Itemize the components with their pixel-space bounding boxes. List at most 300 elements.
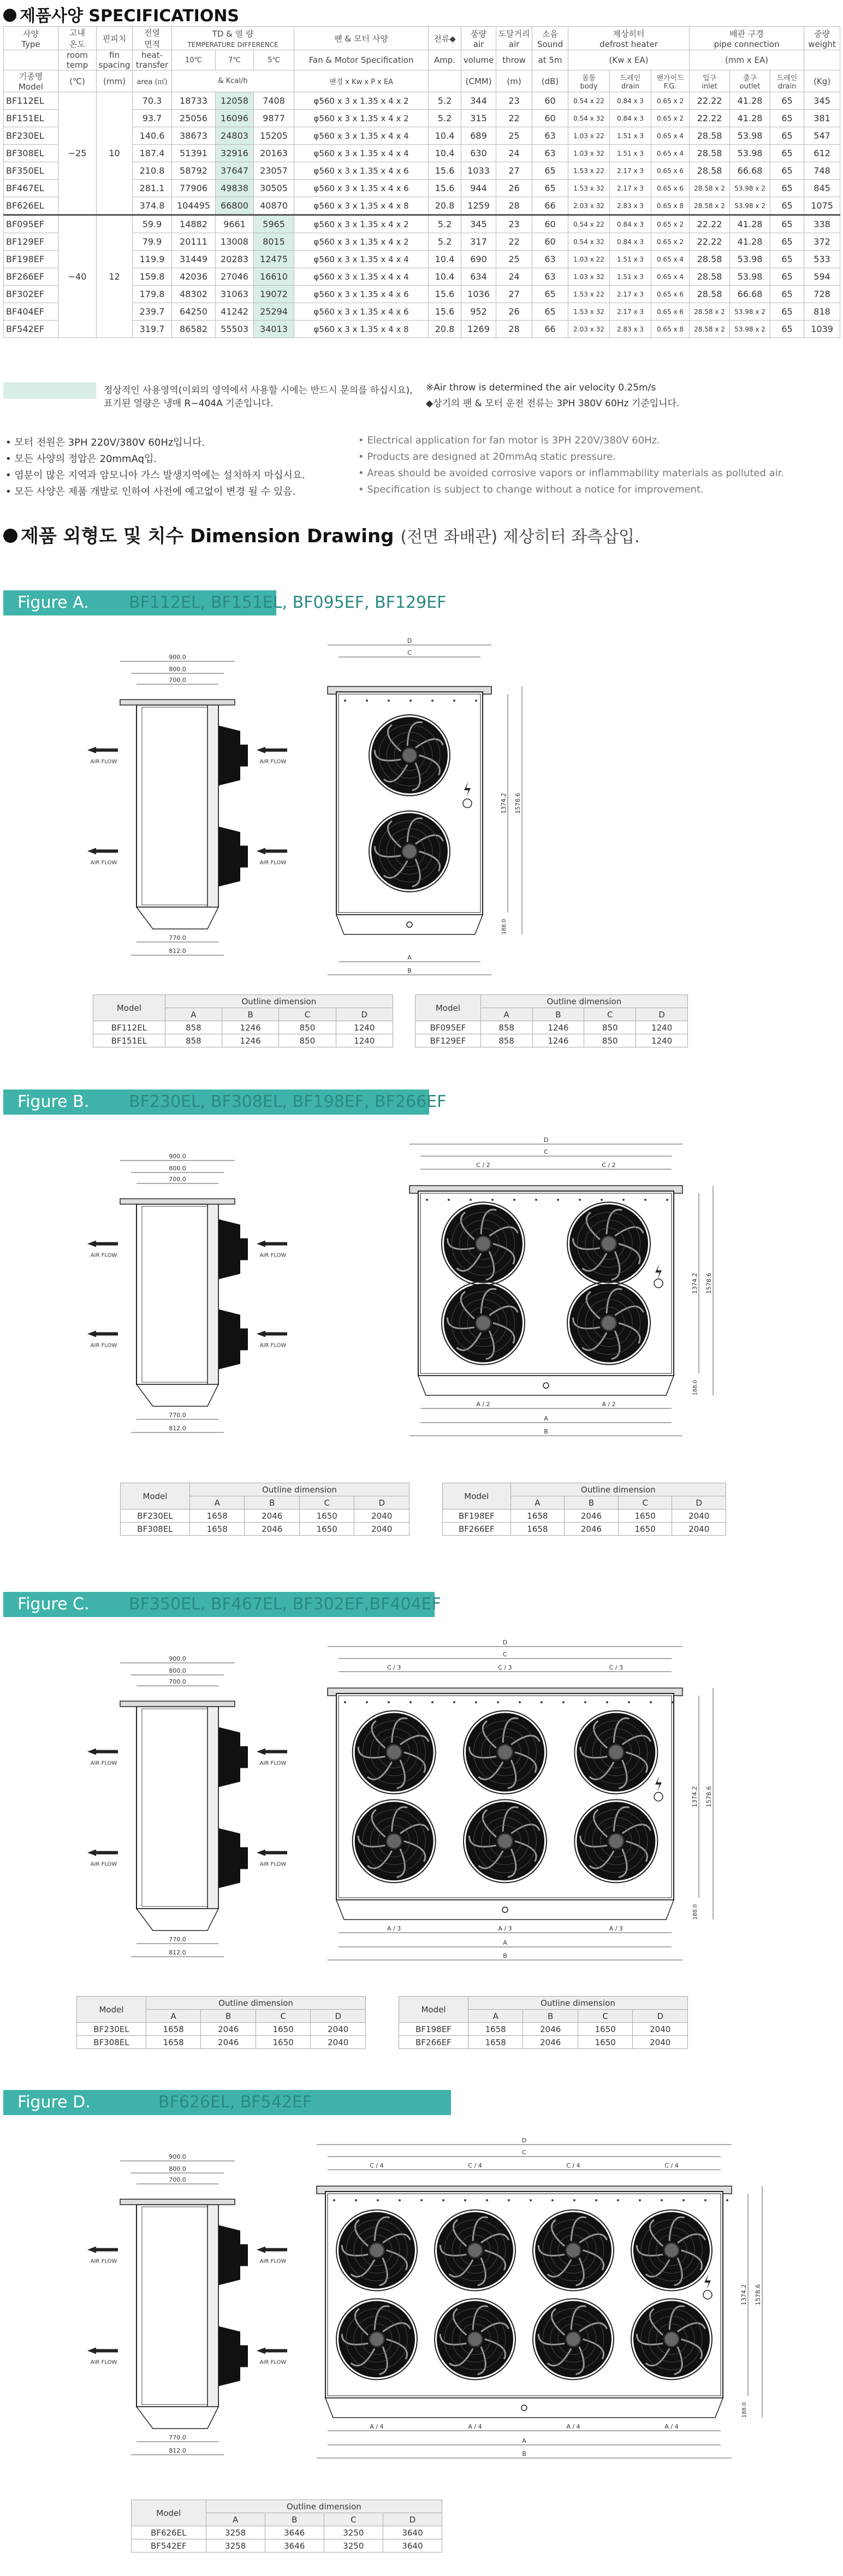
col-d: D [383, 2513, 442, 2526]
cell-air: 689 [461, 127, 496, 145]
model-cell: BF266EF [399, 2036, 468, 2049]
dimension-cell: 1650 [299, 1509, 354, 1523]
dimension-cell: 2040 [354, 1523, 409, 1536]
model-cell: BF266EF [443, 1523, 511, 1536]
model-header: Model [77, 1997, 146, 2023]
cell-inlet: 28.58 [690, 162, 730, 180]
cell-fan: φ560 x 3 x 1.35 x 4 x 4 [294, 127, 429, 145]
cell-inlet: 28.58 [690, 268, 730, 286]
cell-td5: 19072 [254, 286, 294, 303]
amp-header: 전류◆ [429, 27, 461, 50]
model-cell: BF230EL [77, 2023, 146, 2036]
dim-b: B [544, 1428, 548, 1435]
col-d: D [636, 1008, 688, 1021]
model-cell: BF626EL [132, 2526, 206, 2539]
spec-table-body [4, 92, 840, 338]
cell-outlet: 41.28 [730, 215, 770, 233]
col-b: B [265, 2513, 324, 2526]
side-view-drawing [87, 1153, 287, 1432]
cell-outlet: 41.28 [730, 233, 770, 251]
dimension-table [442, 1483, 726, 1536]
cell-td10: 64250 [172, 303, 216, 321]
dimension-row [443, 1509, 726, 1523]
cell-sound: 60 [532, 110, 568, 127]
air-flow-label: AIR FLOW [259, 1861, 287, 1868]
cell-td10: 25056 [172, 110, 216, 127]
dimension-cell: 2046 [201, 2036, 256, 2049]
td-10-header: 10℃ [172, 50, 216, 70]
fan-icon [631, 2299, 712, 2379]
dim-812: 812.0 [169, 948, 186, 955]
air-flow-arrow-icon [87, 848, 118, 855]
dimension-table [76, 1996, 366, 2049]
air-flow-arrow-icon [87, 1241, 118, 1247]
room-temp-unit: (℃) [58, 70, 97, 92]
cell-pdrain: 65 [770, 127, 804, 145]
outline-header: Outline dimension [206, 2500, 442, 2513]
cell-sound: 63 [532, 127, 568, 145]
cell-td7: 24803 [216, 127, 254, 145]
cell-td10: 18733 [172, 92, 216, 110]
dim-height-3: 188.0 [741, 2402, 747, 2418]
fan-icon [574, 1799, 657, 1882]
cell-outlet: 53.98 x 2 [730, 303, 770, 321]
air-flow-arrow-icon [87, 1331, 118, 1337]
dim-c: C [407, 649, 412, 656]
cell-amp: 15.6 [429, 162, 461, 180]
fan-en: Fan & Motor Specification [294, 50, 429, 70]
cell-area: 140.6 [133, 127, 172, 145]
cell-throw: 28 [496, 197, 532, 215]
dim-812: 812.0 [169, 1425, 186, 1432]
dimension-cell: 1650 [578, 2023, 633, 2036]
model-cell: BF230EL [121, 1509, 190, 1523]
spec-row [4, 92, 840, 110]
cell-outlet: 66.68 [730, 286, 770, 303]
dimension-row [415, 1021, 688, 1034]
dim-c-part: C / 3 [609, 1664, 624, 1671]
air-flow-arrow-icon [87, 747, 118, 754]
dimension-cell: 1650 [256, 2023, 311, 2036]
air-flow-arrow-icon [87, 2348, 118, 2354]
dim-800: 800.0 [169, 666, 186, 673]
fan-header: 팬 & 모터 사양 [294, 27, 429, 50]
dimension-cell: 850 [584, 1021, 636, 1034]
outline-header: Outline dimension [189, 1483, 409, 1496]
cell-fg: 0.65 x 6 [651, 286, 690, 303]
cell-td5: 23057 [254, 162, 294, 180]
col-d: D [354, 1496, 409, 1509]
col-c: C [324, 2513, 383, 2526]
dimension-cell: 1240 [336, 1034, 393, 1047]
bullet-icon [3, 529, 17, 543]
dim-height-1: 1374.2 [691, 1272, 698, 1294]
air-flow-label: AIR FLOW [259, 2258, 287, 2265]
cell-amp: 5.2 [429, 110, 461, 127]
pipe-drain-header: 드레인 drain [770, 70, 804, 92]
cell-td5: 30505 [254, 180, 294, 197]
cell-fg: 0.65 x 8 [651, 197, 690, 215]
body-header: 몸통 body [568, 70, 610, 92]
dimension-cell: 850 [279, 1021, 336, 1034]
note-ko-1: • 모터 전원은 3PH 220V/380V 60Hz입니다. [5, 437, 205, 448]
outline-header: Outline dimension [468, 1997, 687, 2010]
cell-inlet: 22.22 [690, 233, 730, 251]
cell-area: 119.9 [133, 251, 172, 268]
col-d: D [311, 2010, 366, 2023]
cell-drain: 2.83 x 3 [610, 321, 651, 338]
col-c: C [584, 1008, 636, 1021]
cell-sound: 65 [532, 303, 568, 321]
cell-outlet: 53.98 x 2 [730, 321, 770, 338]
area-en: heat- transfer [133, 50, 172, 70]
cell-inlet: 28.58 [690, 127, 730, 145]
cell-weight: 547 [804, 127, 840, 145]
cell-pdrain: 65 [770, 110, 804, 127]
dim-700: 700.0 [169, 2176, 186, 2183]
dimension-row [399, 2036, 688, 2049]
note-en-1: • Electrical application for fan motor is 3PH 220V/380V 60Hz. [358, 435, 660, 446]
cell-throw: 26 [496, 180, 532, 197]
cell-sound: 60 [532, 92, 568, 110]
pipe-header: 배관 구경 pipe connection [690, 27, 804, 50]
fan-icon [567, 1202, 650, 1285]
drain-header: 드레인 drain [610, 70, 651, 92]
spec-row [4, 215, 840, 233]
cell-amp: 20.8 [429, 197, 461, 215]
col-d: D [633, 2010, 688, 2023]
cell-fg: 0.65 x 8 [651, 321, 690, 338]
dim-d: D [543, 1136, 549, 1144]
air-flow-label: AIR FLOW [90, 1342, 117, 1349]
model-header: Model [132, 2500, 206, 2526]
cell-td7: 66800 [216, 197, 254, 215]
air-unit: (CMM) [461, 70, 496, 92]
cell-amp: 10.4 [429, 127, 461, 145]
col-b: B [565, 1496, 619, 1509]
fan-sub: 팬경 x Kw x P x EA [294, 70, 429, 92]
dimension-cell: 850 [279, 1034, 336, 1047]
dimension-cell: 2040 [311, 2023, 366, 2036]
dimension-cell: 1240 [636, 1034, 688, 1047]
cell-inlet: 28.58 [690, 251, 730, 268]
cell-td5: 5965 [254, 215, 294, 233]
dimension-cell: 3258 [206, 2526, 265, 2539]
model-cell: BF350EL [4, 162, 58, 180]
dim-800: 800.0 [169, 1165, 186, 1172]
cell-amp: 5.2 [429, 215, 461, 233]
figure-label: Figure C. [17, 1595, 90, 1614]
cell-fg: 0.65 x 2 [651, 233, 690, 251]
room-temp-cell: −40 [58, 215, 97, 338]
cell-fg: 0.65 x 6 [651, 303, 690, 321]
cell-amp: 10.4 [429, 145, 461, 162]
cell-fan: φ560 x 3 x 1.35 x 4 x 2 [294, 110, 429, 127]
cell-outlet: 53.98 x 2 [730, 180, 770, 197]
cell-drain: 0.84 x 3 [610, 92, 651, 110]
cell-sound: 60 [532, 233, 568, 251]
dimension-cell: 2046 [565, 1523, 619, 1536]
td-5-header: 5℃ [254, 50, 294, 70]
cell-body: 1.03 x 22 [568, 127, 610, 145]
air-flow-label: AIR FLOW [90, 759, 117, 765]
fin-spacing-cell: 10 [97, 92, 133, 215]
dimension-cell: 1240 [636, 1021, 688, 1034]
cell-td7: 41242 [216, 303, 254, 321]
cell-fan: φ560 x 3 x 1.35 x 4 x 8 [294, 197, 429, 215]
col-c: C [256, 2010, 311, 2023]
col-a: A [189, 1496, 245, 1509]
model-cell: BF095EF [415, 1021, 481, 1034]
cell-fan: φ560 x 3 x 1.35 x 4 x 6 [294, 286, 429, 303]
cell-td7: 32916 [216, 145, 254, 162]
dim-c-part: C / 4 [370, 2162, 384, 2169]
cell-air: 345 [461, 215, 496, 233]
cell-body: 0.54 x 22 [568, 215, 610, 233]
note-en-3: • Areas should be avoided corrosive vapors or inflammability materials as polluted air. [358, 467, 785, 479]
dim-b: B [407, 967, 412, 974]
outline-header: Outline dimension [165, 995, 393, 1008]
outline-header: Outline dimension [480, 995, 687, 1008]
dim-height-2: 1578.6 [514, 792, 521, 814]
cell-td5: 9877 [254, 110, 294, 127]
dim-a-part: A / 4 [664, 2423, 679, 2430]
dimension-cell: 1650 [618, 1523, 672, 1536]
cell-weight: 818 [804, 303, 840, 321]
cell-td7: 27046 [216, 268, 254, 286]
cell-drain: 2.17 x 3 [610, 162, 651, 180]
fan-icon [435, 2299, 515, 2379]
highlight-legend-swatch [3, 382, 96, 399]
dim-d: D [407, 637, 412, 644]
dim-c: C [503, 1651, 507, 1658]
dimension-cell: 2040 [311, 2036, 366, 2049]
cell-pdrain: 65 [770, 92, 804, 110]
dimension-cell: 858 [480, 1034, 532, 1047]
figure-label: Figure B. [17, 1092, 90, 1111]
cell-amp: 10.4 [429, 251, 461, 268]
cell-pdrain: 65 [770, 233, 804, 251]
col-d: D [672, 1496, 726, 1509]
cell-inlet: 28.58 x 2 [690, 197, 730, 215]
dimension-cell: 1658 [468, 2036, 523, 2049]
cell-td7: 13008 [216, 233, 254, 251]
cell-td7: 49838 [216, 180, 254, 197]
side-view-drawing [87, 2153, 287, 2455]
cell-td5: 25294 [254, 303, 294, 321]
model-cell: BF129EF [415, 1034, 481, 1047]
dimension-table [399, 1996, 688, 2049]
fan-icon [353, 1711, 436, 1794]
cell-pdrain: 65 [770, 303, 804, 321]
cell-td7: 55503 [216, 321, 254, 338]
cell-fan: φ560 x 3 x 1.35 x 4 x 4 [294, 145, 429, 162]
dimension-cell: 2046 [245, 1523, 300, 1536]
cell-area: 319.7 [133, 321, 172, 338]
dimension-cell: 2040 [633, 2023, 688, 2036]
fan-icon [631, 2210, 712, 2291]
dim-a-part: A / 3 [387, 1925, 401, 1932]
cell-weight: 533 [804, 251, 840, 268]
cell-pdrain: 65 [770, 162, 804, 180]
cell-fan: φ560 x 3 x 1.35 x 4 x 4 [294, 251, 429, 268]
cell-fan: φ560 x 3 x 1.35 x 4 x 6 [294, 303, 429, 321]
cell-body: 1.03 x 32 [568, 268, 610, 286]
cell-td5: 16610 [254, 268, 294, 286]
cell-drain: 0.84 x 3 [610, 215, 651, 233]
dimension-row [443, 1523, 726, 1536]
air-flow-arrow-icon [257, 2247, 287, 2253]
dim-812: 812.0 [169, 1949, 186, 1956]
dimension-cell: 3646 [265, 2526, 324, 2539]
dim-a-part: A / 3 [498, 1925, 512, 1932]
cell-td10: 77906 [172, 180, 216, 197]
type-header: 사양 Type [4, 27, 58, 50]
cell-throw: 27 [496, 286, 532, 303]
cell-td10: 104495 [172, 197, 216, 215]
fan-icon [336, 2299, 417, 2379]
model-cell: BF542EF [132, 2539, 206, 2553]
cell-sound: 66 [532, 197, 568, 215]
dimension-cell: 1650 [578, 2036, 633, 2049]
cell-outlet: 41.28 [730, 110, 770, 127]
cell-fan: φ560 x 3 x 1.35 x 4 x 8 [294, 321, 429, 338]
cell-drain: 2.17 x 3 [610, 286, 651, 303]
cell-air: 1269 [461, 321, 496, 338]
cell-air: 1036 [461, 286, 496, 303]
model-cell: BF095EF [4, 215, 58, 233]
col-b: B [245, 1496, 300, 1509]
col-c: C [299, 1496, 354, 1509]
cell-td10: 20111 [172, 233, 216, 251]
dim-700: 700.0 [169, 677, 186, 684]
dimension-table [131, 2500, 442, 2553]
dim-height-3: 188.0 [501, 919, 507, 935]
cell-fg: 0.65 x 4 [651, 268, 690, 286]
air-flow-label: AIR FLOW [259, 1342, 287, 1349]
model-cell: BF198EF [399, 2023, 468, 2036]
cell-amp: 10.4 [429, 268, 461, 286]
air-flow-label: AIR FLOW [90, 2258, 117, 2265]
td-header: TD & 열 량 TEMPERATURE DIFFERENCE [172, 27, 294, 50]
side-view-drawing [87, 1655, 287, 1957]
air-flow-arrow-icon [257, 1331, 287, 1337]
cell-td10: 86582 [172, 321, 216, 338]
cell-drain: 0.84 x 3 [610, 233, 651, 251]
model-cell: BF302EF [4, 286, 58, 303]
dim-770: 770.0 [169, 1936, 186, 1943]
cell-weight: 594 [804, 268, 840, 286]
dim-b: B [522, 2450, 526, 2457]
outline-header: Outline dimension [146, 1997, 365, 2010]
cell-air: 1259 [461, 197, 496, 215]
cell-fan: φ560 x 3 x 1.35 x 4 x 4 [294, 268, 429, 286]
cell-td10: 51391 [172, 145, 216, 162]
air-flow-arrow-icon [87, 1749, 118, 1755]
cell-fan: φ560 x 3 x 1.35 x 4 x 6 [294, 180, 429, 197]
cell-amp: 15.6 [429, 303, 461, 321]
dim-d: D [521, 2137, 527, 2144]
defrost-header: 제상히터 defrost heater [568, 27, 690, 50]
cell-fg: 0.65 x 4 [651, 251, 690, 268]
cell-drain: 1.51 x 3 [610, 127, 651, 145]
td-7-header: 7℃ [216, 50, 254, 70]
cell-td10: 38673 [172, 127, 216, 145]
cell-fan: φ560 x 3 x 1.35 x 4 x 2 [294, 215, 429, 233]
dim-c-part: C / 3 [498, 1664, 512, 1671]
dimension-row [77, 2023, 366, 2036]
dim-c-part: C / 4 [468, 2162, 482, 2169]
dimension-row [93, 1021, 393, 1034]
cell-fg: 0.65 x 2 [651, 92, 690, 110]
dimension-cell: 1240 [336, 1021, 393, 1034]
cell-drain: 1.51 x 3 [610, 251, 651, 268]
cell-inlet: 22.22 [690, 110, 730, 127]
cell-throw: 26 [496, 303, 532, 321]
dimension-cell: 1658 [146, 2036, 201, 2049]
air-flow-label: AIR FLOW [259, 759, 287, 765]
cell-air: 634 [461, 268, 496, 286]
front-view-drawing [328, 637, 522, 975]
model-cell: BF308EL [4, 145, 58, 162]
cell-throw: 25 [496, 251, 532, 268]
cell-area: 187.4 [133, 145, 172, 162]
cell-body: 0.54 x 22 [568, 92, 610, 110]
model-cell: BF151EL [93, 1034, 165, 1047]
cell-weight: 338 [804, 215, 840, 233]
dimension-row [77, 2036, 366, 2049]
dimension-cell: 1658 [189, 1523, 245, 1536]
cell-inlet: 28.58 [690, 145, 730, 162]
cell-td5: 12475 [254, 251, 294, 268]
dimension-cell: 1650 [256, 2036, 311, 2049]
cell-sound: 65 [532, 180, 568, 197]
spec-title: 제품사양 SPECIFICATIONS [3, 2, 239, 26]
dim-c: C [522, 2149, 526, 2156]
dimension-cell: 2040 [633, 2036, 688, 2049]
cell-area: 210.8 [133, 162, 172, 180]
air-flow-label: AIR FLOW [259, 860, 287, 866]
dimension-cell: 2046 [523, 2023, 578, 2036]
weight-unit: (Kg) [804, 70, 840, 92]
dim-a-part: A / 4 [468, 2423, 482, 2430]
model-header: Model [93, 995, 165, 1021]
legend-note-2: 표기된 열량은 냉매 R−404A 기준입니다. [104, 398, 274, 409]
dimension-cell: 2046 [201, 2023, 256, 2036]
cell-air: 944 [461, 180, 496, 197]
model-header: Model [121, 1483, 190, 1509]
col-d: D [336, 1008, 393, 1021]
dim-a: A [544, 1415, 548, 1422]
dimension-title: 제품 외형도 및 치수 Dimension Drawing (전면 좌배관) 제상히터 좌측삽입. [3, 521, 640, 548]
sound-header: 소음 Sound [532, 27, 568, 50]
model-cell: BF266EF [4, 268, 58, 286]
cell-td10: 31449 [172, 251, 216, 268]
air-throw-note: ※Air throw is determined the air velocity 0.25m/s [426, 382, 656, 393]
dimension-cell: 1246 [532, 1034, 584, 1047]
model-header: 기종명 Model [4, 70, 58, 92]
fan-icon [369, 811, 450, 892]
air-flow-label: AIR FLOW [90, 1861, 117, 1868]
cell-air: 317 [461, 233, 496, 251]
dim-height-1: 1374.2 [740, 2284, 747, 2306]
dimension-row [399, 2023, 688, 2036]
cell-td7: 37647 [216, 162, 254, 180]
air-flow-arrow-icon [257, 1850, 287, 1856]
dimension-row [121, 1523, 409, 1536]
dimension-cell: 850 [584, 1034, 636, 1047]
cell-drain: 1.51 x 3 [610, 268, 651, 286]
